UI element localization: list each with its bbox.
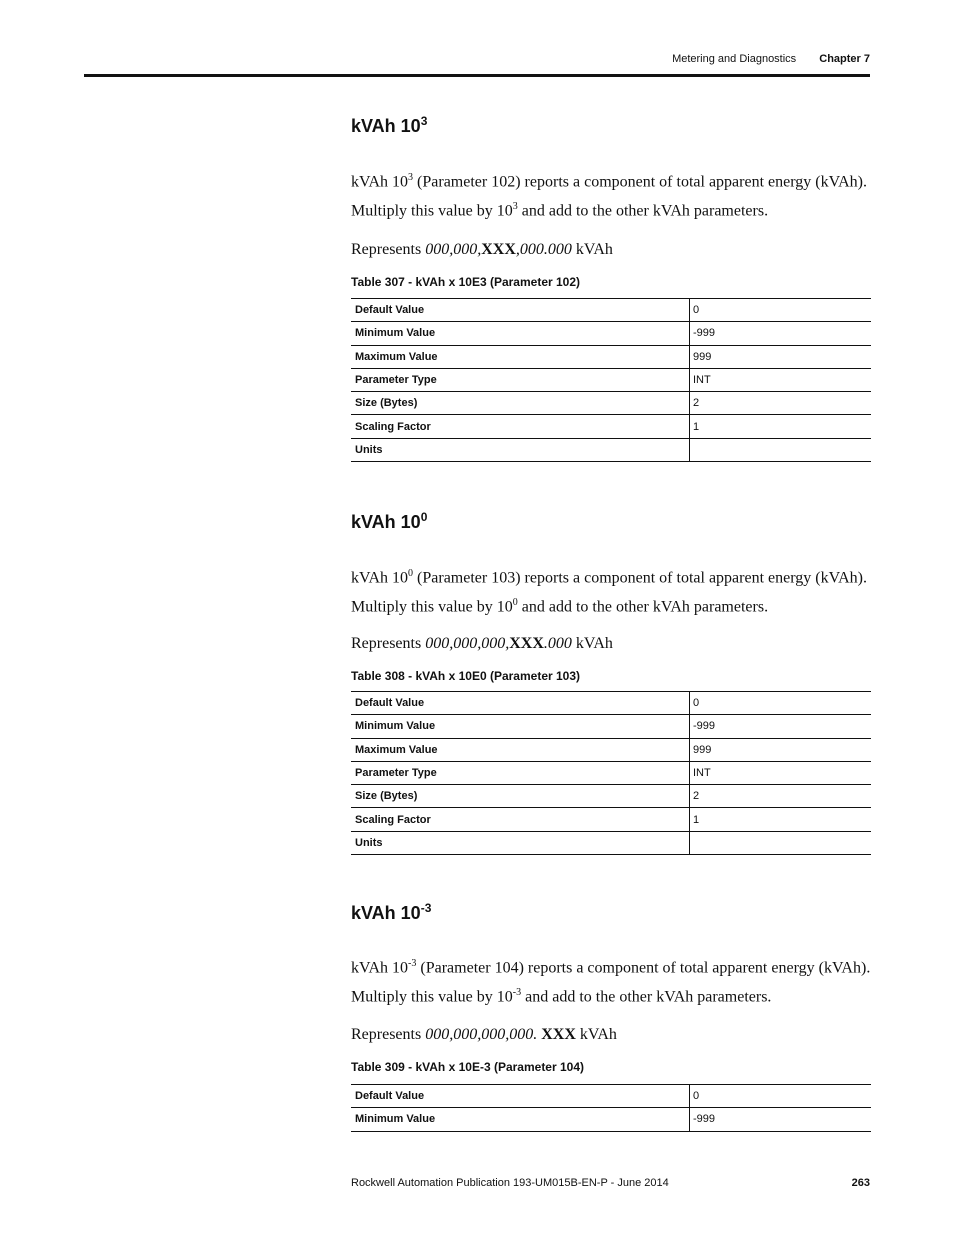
section-heading: kVAh $10^0$: [351, 510, 428, 532]
table-row: Minimum Value -999: [351, 1108, 871, 1131]
table-row: Size (Bytes) 2: [351, 785, 871, 808]
footer-publication: Rockwell Automation Publication 193-UM015B-EN-P - June 2014: [351, 1177, 669, 1189]
section-heading: kVAh $10^3$: [351, 114, 428, 136]
table-row: Maximum Value 999: [351, 345, 871, 368]
section-description: kVAh $10^3$ (Parameter 102) reports a component of total apparent energy (kVAh). Multiply this value by $10^3$ and add to the other kVAh parameters.: [351, 172, 867, 220]
table-row: Units: [351, 438, 871, 461]
header-chapter: Chapter 7: [819, 53, 870, 65]
section-kvah-10e-3: [351, 897, 871, 1075]
table-row: Minimum Value -999: [351, 715, 871, 738]
table-caption: Table 307 - kVAh x 10E3 (Parameter 102): [351, 274, 581, 289]
table-row: Units: [351, 831, 871, 854]
table-row: Default Value 0: [351, 1085, 871, 1108]
table-row: Minimum Value -999: [351, 322, 871, 345]
table-row: Maximum Value 999: [351, 738, 871, 761]
table-row: Parameter Type INT: [351, 368, 871, 391]
section-heading: kVAh $10^{-3}$: [351, 901, 432, 923]
section-description: kVAh $10^{-3}$ (Parameter 104) reports a component of total apparent energy (kVAh). Multiply this value by $10^{-3}$ and add to the other kVAh parameters.: [351, 958, 871, 1006]
represents-line: Represents 000,000,000,000. XXX kVAh: [351, 1025, 617, 1043]
table-row: Scaling Factor 1: [351, 415, 871, 438]
section-kvah-10e0: [351, 506, 871, 684]
table-caption: Table 309 - kVAh x 10E-3 (Parameter 104): [351, 1059, 585, 1074]
section-description: kVAh $10^0$ (Parameter 103) reports a component of total apparent energy (kVAh). Multiply this value by $10^0$ and add to the other kVAh parameters.: [351, 568, 867, 616]
page-number: 263: [851, 1177, 870, 1189]
represents-line: Represents 000,000,000,XXX.000 kVAh: [351, 634, 613, 652]
parameter-table: [351, 691, 871, 855]
represents-line: Represents 000,000,XXX,000.000 kVAh: [351, 240, 613, 258]
header-rule: [84, 74, 870, 77]
section-kvah-10e3: [351, 110, 871, 290]
header-section-title: Metering and Diagnostics: [672, 53, 797, 65]
table-row: Scaling Factor 1: [351, 808, 871, 831]
table-row: Default Value 0: [351, 692, 871, 715]
table-row: Default Value 0: [351, 299, 871, 322]
table-row: Parameter Type INT: [351, 761, 871, 784]
table-caption: Table 308 - kVAh x 10E0 (Parameter 103): [351, 668, 581, 683]
running-header: [672, 53, 870, 65]
parameter-table: [351, 1084, 871, 1132]
table-row: Size (Bytes) 2: [351, 392, 871, 415]
parameter-table: [351, 298, 871, 462]
